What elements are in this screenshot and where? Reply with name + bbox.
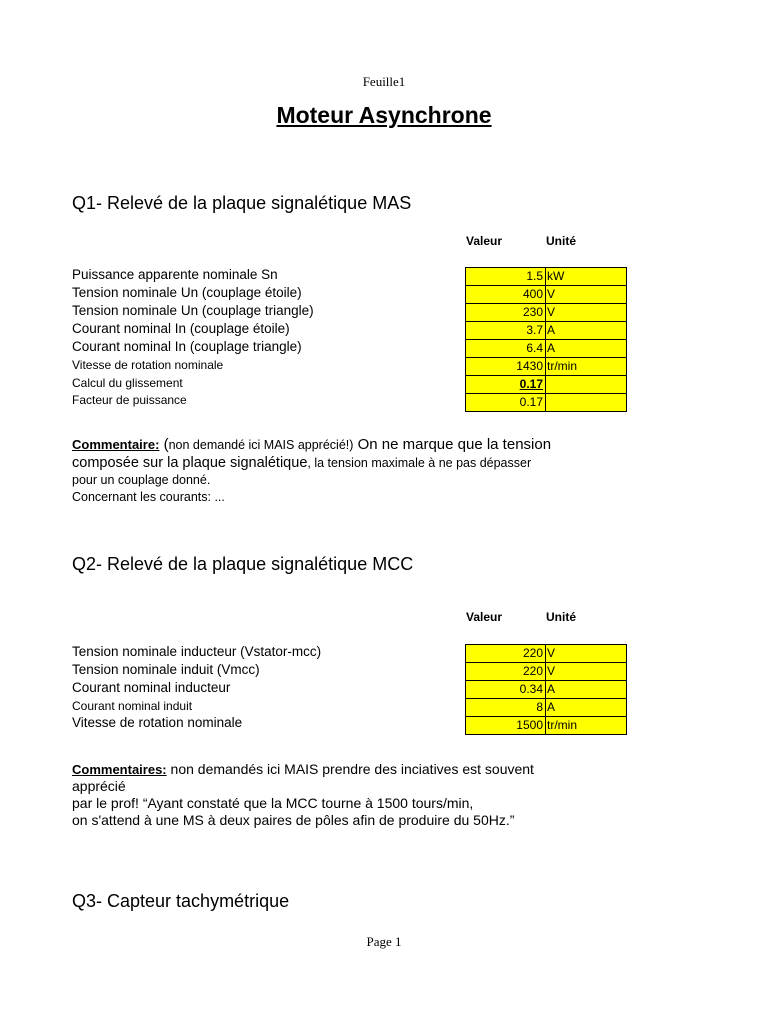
- table-row: [465, 717, 627, 735]
- unit-cell[interactable]: A: [546, 681, 627, 698]
- value-cell[interactable]: 220: [465, 645, 546, 662]
- q1-comment-paren: (: [159, 436, 169, 453]
- value-cell[interactable]: 8: [465, 699, 546, 716]
- q1-label-un-triangle: Tension nominale Un (couplage triangle): [72, 303, 314, 318]
- q2-col-unite: Unité: [546, 610, 576, 624]
- unit-cell[interactable]: V: [546, 304, 627, 321]
- value-cell[interactable]: 220: [465, 663, 546, 680]
- q1-label-facteur: Facteur de puissance: [72, 393, 187, 407]
- unit-cell[interactable]: A: [546, 340, 627, 357]
- page-title: Moteur Asynchrone: [276, 102, 492, 128]
- q2-label-induit-courant: Courant nominal induit: [72, 699, 193, 713]
- value-cell[interactable]: 230: [465, 304, 546, 321]
- q2-col-valeur: Valeur: [466, 610, 503, 624]
- q1-heading: Q1- Relevé de la plaque signalétique MAS: [72, 193, 412, 213]
- q3-heading: Q3- Capteur tachymétrique: [72, 891, 290, 911]
- q1-comment-line1: [72, 436, 551, 454]
- q1-comment-text2a: composée sur la plaque signalétique: [72, 455, 308, 471]
- q1-comment-aside: non demandé ici MAIS apprécié!): [168, 438, 354, 452]
- q1-comment: [72, 436, 551, 506]
- q1-col-unite: Unité: [546, 234, 576, 248]
- table-row: [465, 376, 627, 394]
- value-cell[interactable]: 6.4: [465, 340, 546, 357]
- table-row: [465, 663, 627, 681]
- table-row: [465, 322, 627, 340]
- q2-comment-line2: apprécié: [72, 778, 126, 794]
- page-header: Feuille1: [362, 74, 406, 89]
- unit-cell[interactable]: [546, 376, 627, 393]
- table-row: [465, 699, 627, 717]
- q2-label-inducteur-tension: Tension nominale inducteur (Vstator-mcc): [72, 644, 322, 659]
- table-row: [465, 645, 627, 663]
- unit-cell[interactable]: V: [546, 663, 627, 680]
- unit-cell[interactable]: A: [546, 322, 627, 339]
- table-row: [465, 286, 627, 304]
- q1-value-grid: [465, 267, 627, 412]
- q2-value-grid: [465, 644, 627, 735]
- q1-label-in-triangle: Courant nominal In (couplage triangle): [72, 339, 302, 354]
- q2-label-inducteur-courant: Courant nominal inducteur: [72, 680, 231, 695]
- q2-comment-label: Commentaires:: [72, 762, 167, 777]
- q1-comment-line3: pour un couplage donné.: [72, 473, 211, 487]
- value-cell[interactable]: 1430: [465, 358, 546, 375]
- q2-comment-line3: par le prof! “Ayant constaté que la MCC tourne à 1500 tours/min,: [72, 795, 474, 811]
- q1-comment-label: Commentaire:: [72, 437, 160, 452]
- value-cell[interactable]: 1.5: [465, 268, 546, 285]
- q1-label-vitesse: Vitesse de rotation nominale: [72, 358, 224, 372]
- q2-comment-line1: [72, 761, 534, 778]
- q1-comment-text2b: , la tension maximale à ne pas dépasser: [307, 456, 532, 470]
- table-row: [465, 681, 627, 699]
- q2-heading: Q2- Relevé de la plaque signalétique MCC: [72, 554, 414, 574]
- q1-comment-text1: On ne marque que la tension: [353, 436, 552, 453]
- unit-cell[interactable]: A: [546, 699, 627, 716]
- unit-cell[interactable]: tr/min: [546, 717, 627, 734]
- q2-label-induit-tension: Tension nominale induit (Vmcc): [72, 662, 260, 677]
- q1-label-un-etoile: Tension nominale Un (couplage étoile): [72, 285, 302, 300]
- unit-cell[interactable]: V: [546, 286, 627, 303]
- table-row: [465, 358, 627, 376]
- value-cell[interactable]: 3.7: [465, 322, 546, 339]
- q1-label-in-etoile: Courant nominal In (couplage étoile): [72, 321, 290, 336]
- value-cell[interactable]: 0.17: [465, 394, 546, 411]
- q2-label-vitesse: Vitesse de rotation nominale: [72, 715, 243, 730]
- q1-label-glissement: Calcul du glissement: [72, 376, 183, 390]
- table-row: [465, 268, 627, 286]
- table-row: [465, 340, 627, 358]
- value-cell[interactable]: 1500: [465, 717, 546, 734]
- q2-comment-text1: non demandés ici MAIS prendre des inciatives est souvent: [166, 761, 534, 777]
- q2-comment-line4: on s'attend à une MS à deux paires de pôles afin de produire du 50Hz.”: [72, 812, 515, 828]
- table-row: [465, 304, 627, 322]
- value-cell-glissement[interactable]: 0.17: [465, 376, 546, 393]
- unit-cell[interactable]: kW: [546, 268, 627, 285]
- unit-cell[interactable]: tr/min: [546, 358, 627, 375]
- q1-col-valeur: Valeur: [466, 234, 503, 248]
- unit-cell[interactable]: [546, 394, 627, 411]
- q2-comment: [72, 761, 534, 829]
- page-footer: Page 1: [366, 934, 402, 949]
- unit-cell[interactable]: V: [546, 645, 627, 662]
- table-row: [465, 394, 627, 412]
- q1-comment-line4: Concernant les courants: ...: [72, 490, 225, 504]
- q1-comment-line2: [72, 454, 551, 472]
- value-cell[interactable]: 400: [465, 286, 546, 303]
- q1-label-sn: Puissance apparente nominale Sn: [72, 267, 278, 282]
- value-cell[interactable]: 0.34: [465, 681, 546, 698]
